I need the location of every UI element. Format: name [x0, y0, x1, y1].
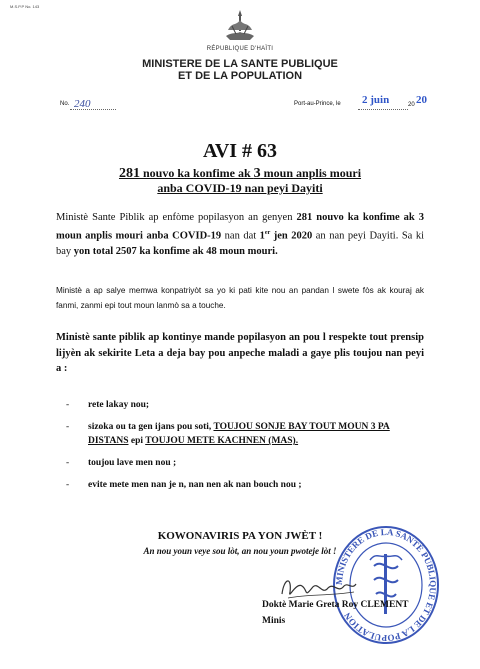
closing-motto: An nou youn veye sou lòt, an nou youn pwoteje lòt !	[143, 546, 337, 556]
paragraph-cases: Ministè Sante Piblik ap enfòme popilasyon an genyen 281 nouvo ka konfime ak 3 moun anplis mouri anba COVID-19 nan dat 1er jen 2020 an nan peyi Dayiti. Sa ki bay yon total 2507 ka konfime ak 48 moun mouri.	[56, 212, 425, 257]
svg-text:MINISTÈRE DE LA SANTÉ PUBLIQUE: MINISTÈRE DE LA SANTÉ PUBLIQUE ET DE LA POPULATION	[333, 526, 439, 644]
handwritten-date: 2 juin	[362, 94, 390, 106]
date-line	[358, 109, 408, 110]
paragraph-guidelines: Ministè sante piblik ap kontinye mande popilasyon an pou l respekte tout prensip lijyèn ak sekirite Leta a deja bay pou anpeche maladi a gaye plis toujou nan peyi a :	[56, 332, 424, 374]
year-prefix: 20	[408, 102, 415, 108]
number-line	[70, 109, 116, 110]
list-item: - evite mete men nan je n, nan nen ak nan bouch nou ;	[66, 480, 302, 490]
notice-subtitle-line2: anba COVID-19 nan peyi Dayiti	[157, 181, 323, 195]
reference-row	[0, 94, 480, 112]
document-ref-code: M.S.P.P No. 143	[10, 4, 40, 9]
handwritten-year: 20	[416, 94, 427, 106]
signer-title: Minis	[262, 616, 286, 626]
guidelines-list	[66, 398, 426, 500]
number-label: No.	[60, 101, 70, 107]
ministry-name-line2: ET DE LA POPULATION	[177, 70, 303, 82]
place-label: Port-au-Prince, le	[294, 101, 341, 107]
number-value: 240	[74, 98, 91, 110]
list-item: - sizoka ou ta gen ijans pou soti, TOUJOU SONJE BAY TOUT MOUN 3 PA DISTANS epi TOUJOU METE KACHNEN (MAS).	[66, 422, 390, 446]
list-item: - rete lakay nou;	[66, 400, 150, 410]
signer-name: Doktè Marie Greta Roy CLEMENT	[262, 600, 409, 610]
notice-title: AVI # 63	[202, 140, 278, 162]
coat-of-arms-icon	[220, 6, 260, 46]
notice-subtitle-line1: 281 nouvo ka konfime ak 3 moun anplis mouri	[118, 166, 362, 181]
republic-label: RÉPUBLIQUE D'HAÏTI	[206, 46, 274, 52]
closing-slogan: KOWONAVIRIS PA YON JWÈT !	[157, 530, 323, 542]
paragraph-condolences: Ministè a ap salye memwa konpatriyòt sa yo ki pati kite nou an pandan l swete fòs ak kouraj ak fanmi, zanmi epi tout moun lanmò sa a touche.	[56, 286, 424, 310]
list-item: - toujou lave men nou ;	[66, 458, 177, 468]
ministry-name-line1: MINISTERE DE LA SANTE PUBLIQUE	[142, 58, 338, 70]
